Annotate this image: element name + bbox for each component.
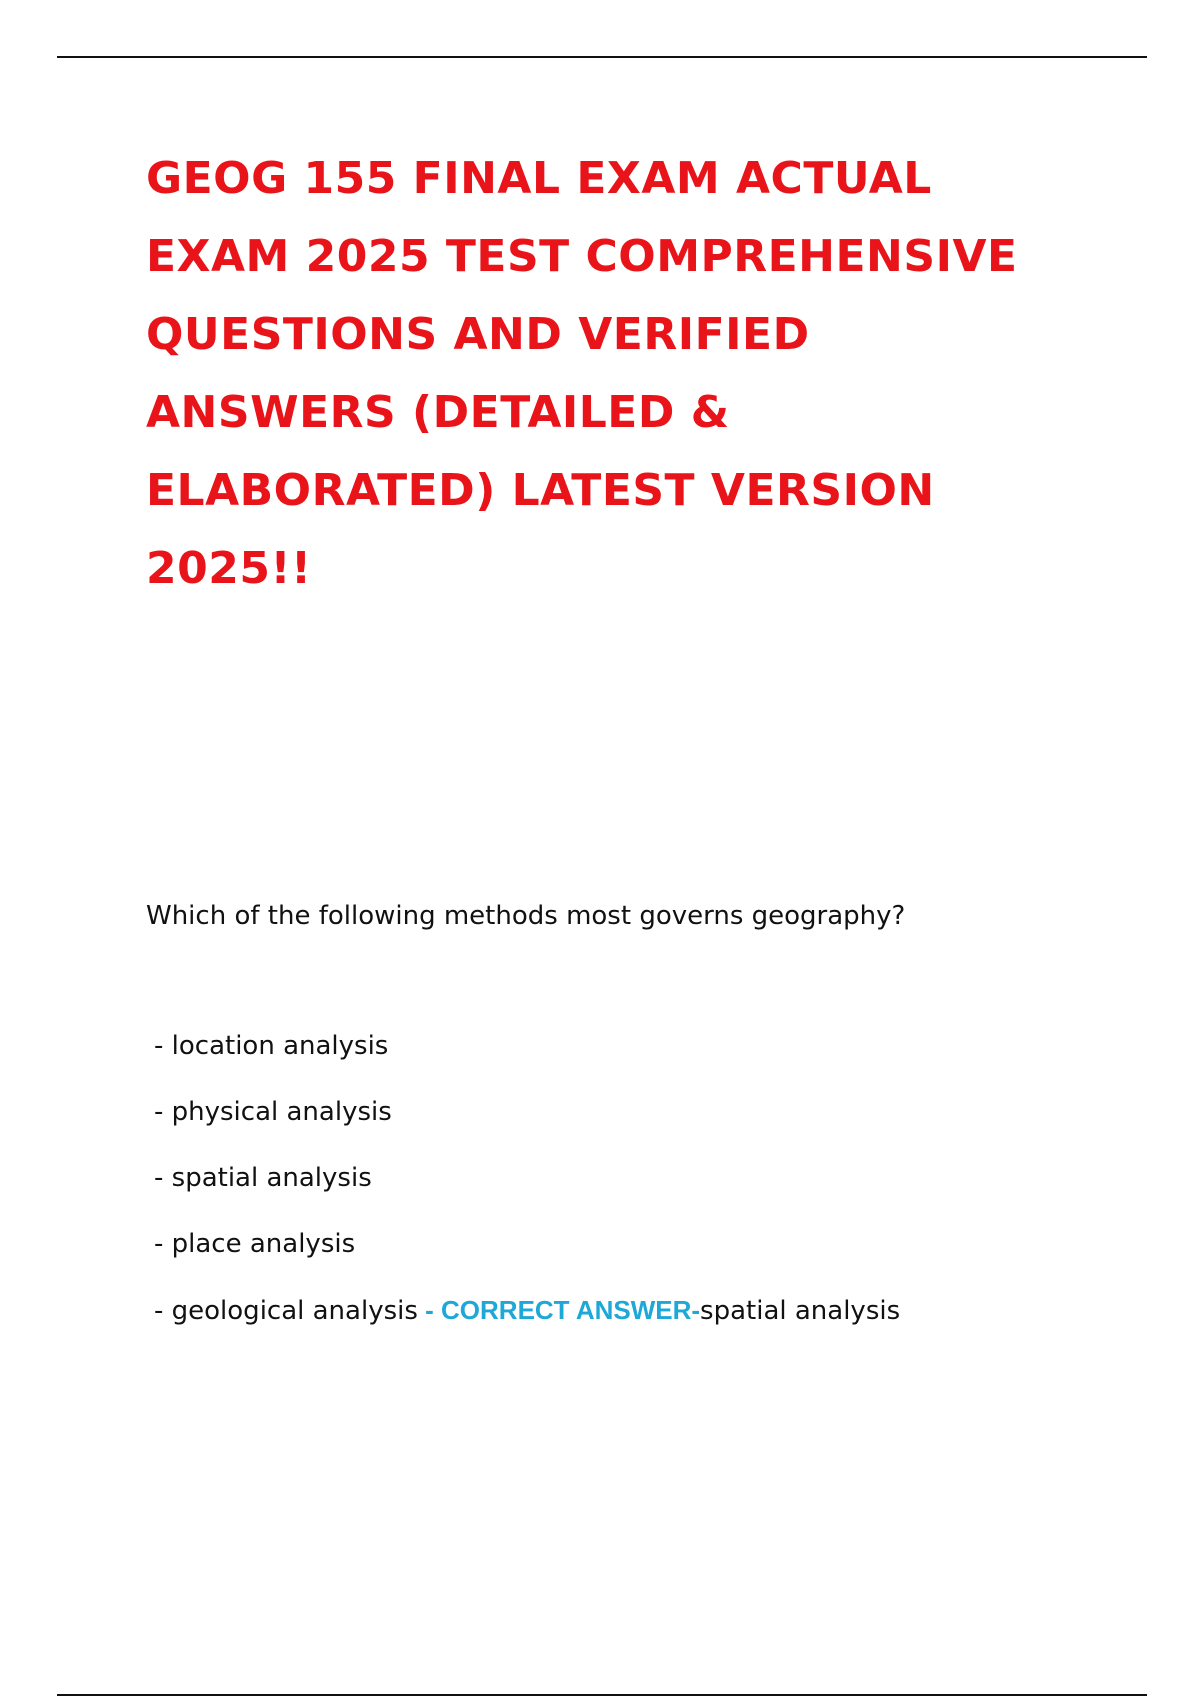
correct-answer-label: CORRECT ANSWER- bbox=[441, 1295, 701, 1325]
answer-separator: - bbox=[417, 1295, 442, 1325]
option-text: - physical analysis bbox=[154, 1097, 392, 1127]
option-item bbox=[154, 1092, 900, 1158]
correct-answer-value: spatial analysis bbox=[700, 1296, 901, 1326]
title-line: ANSWERS (DETAILED & bbox=[146, 387, 730, 438]
header-divider bbox=[57, 56, 1147, 58]
option-item bbox=[154, 1026, 900, 1092]
option-text: - spatial analysis bbox=[154, 1163, 372, 1193]
option-item bbox=[154, 1224, 900, 1290]
option-item bbox=[154, 1158, 900, 1224]
title-line: QUESTIONS AND VERIFIED bbox=[146, 309, 810, 360]
title-line: EXAM 2025 TEST COMPREHENSIVE bbox=[146, 231, 1018, 282]
title-line: ELABORATED) LATEST VERSION bbox=[146, 465, 935, 516]
question-text: Which of the following methods most governs geography? bbox=[146, 901, 906, 931]
document-title bbox=[146, 140, 1106, 608]
option-text: - location analysis bbox=[154, 1031, 389, 1061]
option-text: - geological analysis bbox=[154, 1296, 418, 1326]
footer-divider bbox=[57, 1694, 1147, 1696]
option-text: - place analysis bbox=[154, 1229, 356, 1259]
answer-options bbox=[154, 1026, 900, 1356]
title-line: 2025!! bbox=[146, 543, 312, 594]
title-line: GEOG 155 FINAL EXAM ACTUAL bbox=[146, 153, 932, 204]
option-item bbox=[154, 1290, 900, 1356]
